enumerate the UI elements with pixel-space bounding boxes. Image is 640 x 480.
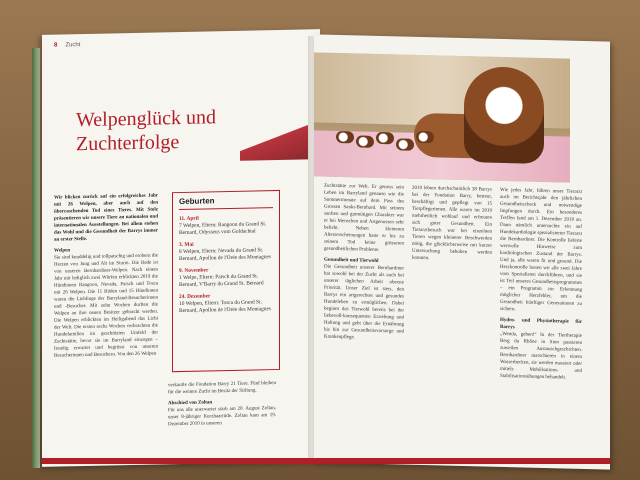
birth-entry — [179, 266, 273, 289]
section-label: Zucht — [65, 42, 81, 49]
photo-dog-with-puppies — [314, 52, 570, 182]
birth-text: 8 Welpen, Eltern: Nevada du Grand St. Bernard, Apollon de l'Orée des Montagnes — [179, 247, 271, 263]
birth-text: 7 Welpen, Eltern: Rangoon du Grand St. Bernard, Odysseus vom Goldachtal — [179, 221, 267, 237]
bottom-red-band — [42, 458, 610, 464]
left-page — [42, 29, 320, 467]
left-column-b — [168, 380, 276, 428]
puppy — [376, 132, 394, 144]
birth-entry — [179, 240, 273, 263]
paragraph-welpen: Sie sind knuddelig und tollpatschig und erobern die Herzen von Jung und Alt im Sturm. Die Rede ist von unseren Bernhardiner-Welpen. Nach einem Jahr mit lediglich zwei Würfen erblickten 2019 die Hündinnen Rangoon, Nevada, Patsch und Tosca mit 26 Welpen. Die 11 Rüden und 15 Hündinnen waren die Lieblinge der Barryland-Besucherinnen und -Besucher. Mit zehn Wochen durften die Welpen an ihre neuen Besitzer gebracht werden. Die Welpen erblickten im Heiligabend das Licht der Welt. Die ersten sechs Wochen verbrachten die Hundefamilien im geschützten Umfeld der Zuchtstätte, bevor sie im Barryland einzogen – freudig erwartet und begrüsst von unseren Besucherinnen und Besuchern. Von den 26 Welpen — [54, 253, 158, 359]
puppy — [396, 138, 414, 150]
page-number: 8 — [54, 42, 58, 49]
subheading-welpen: Welpen — [54, 248, 71, 254]
subheading-zoltan: Abschied von Zoltan — [168, 400, 213, 407]
birth-date: 3. Mai — [179, 241, 194, 249]
page-stack-edge — [32, 48, 40, 468]
birth-date: 24. Dezember — [179, 293, 211, 301]
open-magazine — [14, 18, 626, 472]
lead-paragraph: Wir blicken zurück auf ein erfolgreiches Jahr mit 26 Welpen, aber auch auf den überraschenden Tod eines Tieres. Mit Stolz präsentieren wir unsere Tiere an nationalen und internationalen Ausstellungen. Bei allem stehen das Wohl und die Gesundheit der Barrys immer an erster Stelle. — [54, 193, 158, 243]
mother-dog-head — [464, 66, 544, 164]
right-column-b — [412, 185, 492, 264]
left-column-a — [54, 192, 158, 359]
birth-date: 11. April — [179, 215, 199, 223]
births-box — [172, 190, 280, 372]
birth-entry — [179, 214, 273, 237]
birth-text: 10 Welpen, Eltern: Tosca du Grand St. Bernard, Apollon de l'Orée des Montagnes — [179, 299, 271, 315]
births-heading: Geburten — [179, 195, 273, 210]
birth-entry — [179, 292, 273, 315]
paragraph-stats: 2019 lebten durchschnittlich 38 Barrys bei der Fondation Barry, betreut, beschäftigt und gepflegt von 15 Tierpflegerinnen. Alle waren im 2019 mehrheitlich wohlauf und erfreuten sich guter Gesundheit. Ein Tierarztbesuch war bei einzelnen Tieren wegen kleinerer Beschwerden nötig, die glücklicherweise mit kurzer Untersuchung behoben werden konnten. — [412, 185, 492, 262]
article-title — [76, 105, 216, 156]
page-header — [54, 42, 80, 49]
paragraph-zoltan-cont: Zuchtstätte zur Welt. Er genoss sein Leben im Barryland genauso wie die Sommermonate auf dem Pass des Grossen Sankt-Bernhard. Mit seinem sanften und gutmütigen Charakter war er bei Menschen und Artgenossen sehr beliebt. Neben kleineren Alterserscheinungen hatte er bis zu seinem Tod keine grösseren gesundheitlichen Probleme. — [324, 183, 404, 253]
paragraph-sales: verkaufte die Fondation Barry 21 Tiere. Fünf bleiben für die weitere Zucht im Besitz der Stiftung. — [168, 381, 276, 396]
paragraph-health: Die Gesundheit unserer Bernhardiner hat sowohl bei der Zucht als auch bei unserer täglichen Arbeit oberste Priorität. Unser Ziel ist stets, den Barrys ein artgerechtes und gesundes Hundeleben zu ermöglichen. Dabei beginnt das Tierwohl bereits bei der liebevoll-konsequenten Erziehung und Haltung und geht über die Ernährung bis hin zur Gesundheitsvorsorge und Krankenpflege. — [324, 264, 404, 341]
puppy — [416, 131, 434, 143]
paragraph-zoltan: Für uns alle unerwartet starb am 20. August Zoltan, unser 8-jähriger Kurzhaarrüde. Zoltan kam am 19. Dezember 2010 in unseren — [168, 406, 276, 428]
subheading-health: Gesundheit und Tierwohl — [324, 257, 379, 264]
puppy — [336, 131, 354, 143]
right-column-a — [324, 183, 404, 343]
subheading-hydro: Hydro- und Physiotherapie für Barrys — [500, 317, 582, 331]
birth-text: 1 Welpe, Eltern: Patsch du Grand St. Bernard, V'Barry du Grand St. Bernard — [179, 273, 264, 289]
title-line-1: Welpenglück und — [76, 106, 217, 132]
right-page — [314, 34, 610, 469]
puppy — [356, 135, 374, 147]
right-column-c — [500, 187, 582, 382]
puppies — [336, 125, 476, 158]
paragraph-hydro: „Wenda, geben!“ In der Tiertherapie Berg du Rhône in Sion passieren zuweilen Austauschgeschichten. Bernhardiner marschieren in einem Wasserbecken, sie werden massiert oder mittels Mobilisations- und Stabilisationsübungen behandelt. — [500, 331, 582, 381]
title-line-2: Zuchterfolge — [76, 131, 180, 156]
birth-date: 9. November — [179, 267, 209, 275]
paragraph-checkup: Wie jedes Jahr, führen unser Tierarzt auch im Berichtsjahr den jährlichen Gesundheitscheck und notwendige Impfungen durch. Ein besonderes Treffen fand am 1. Dezember 2019 an. Dann nämlich untersuchte ein auf Hundekardiologie spezialisierter Tierarzt die Bernhardiner. Die Kontrolle lieferte wertvolle Hinweise zum kardiologischen Zustand der Barrys. Und ja, alle waren fit und gesund. Die Herzkontrolle lassen wir alle zwei Jahre vom Spezialisten durchführen, und sie ist Teil unseres Gesundheitsprogrammes – ein Programm zur Erkennung möglicher Herzfehler, um die Gesundheit künftiger Generationen zu sichern. — [500, 187, 582, 313]
